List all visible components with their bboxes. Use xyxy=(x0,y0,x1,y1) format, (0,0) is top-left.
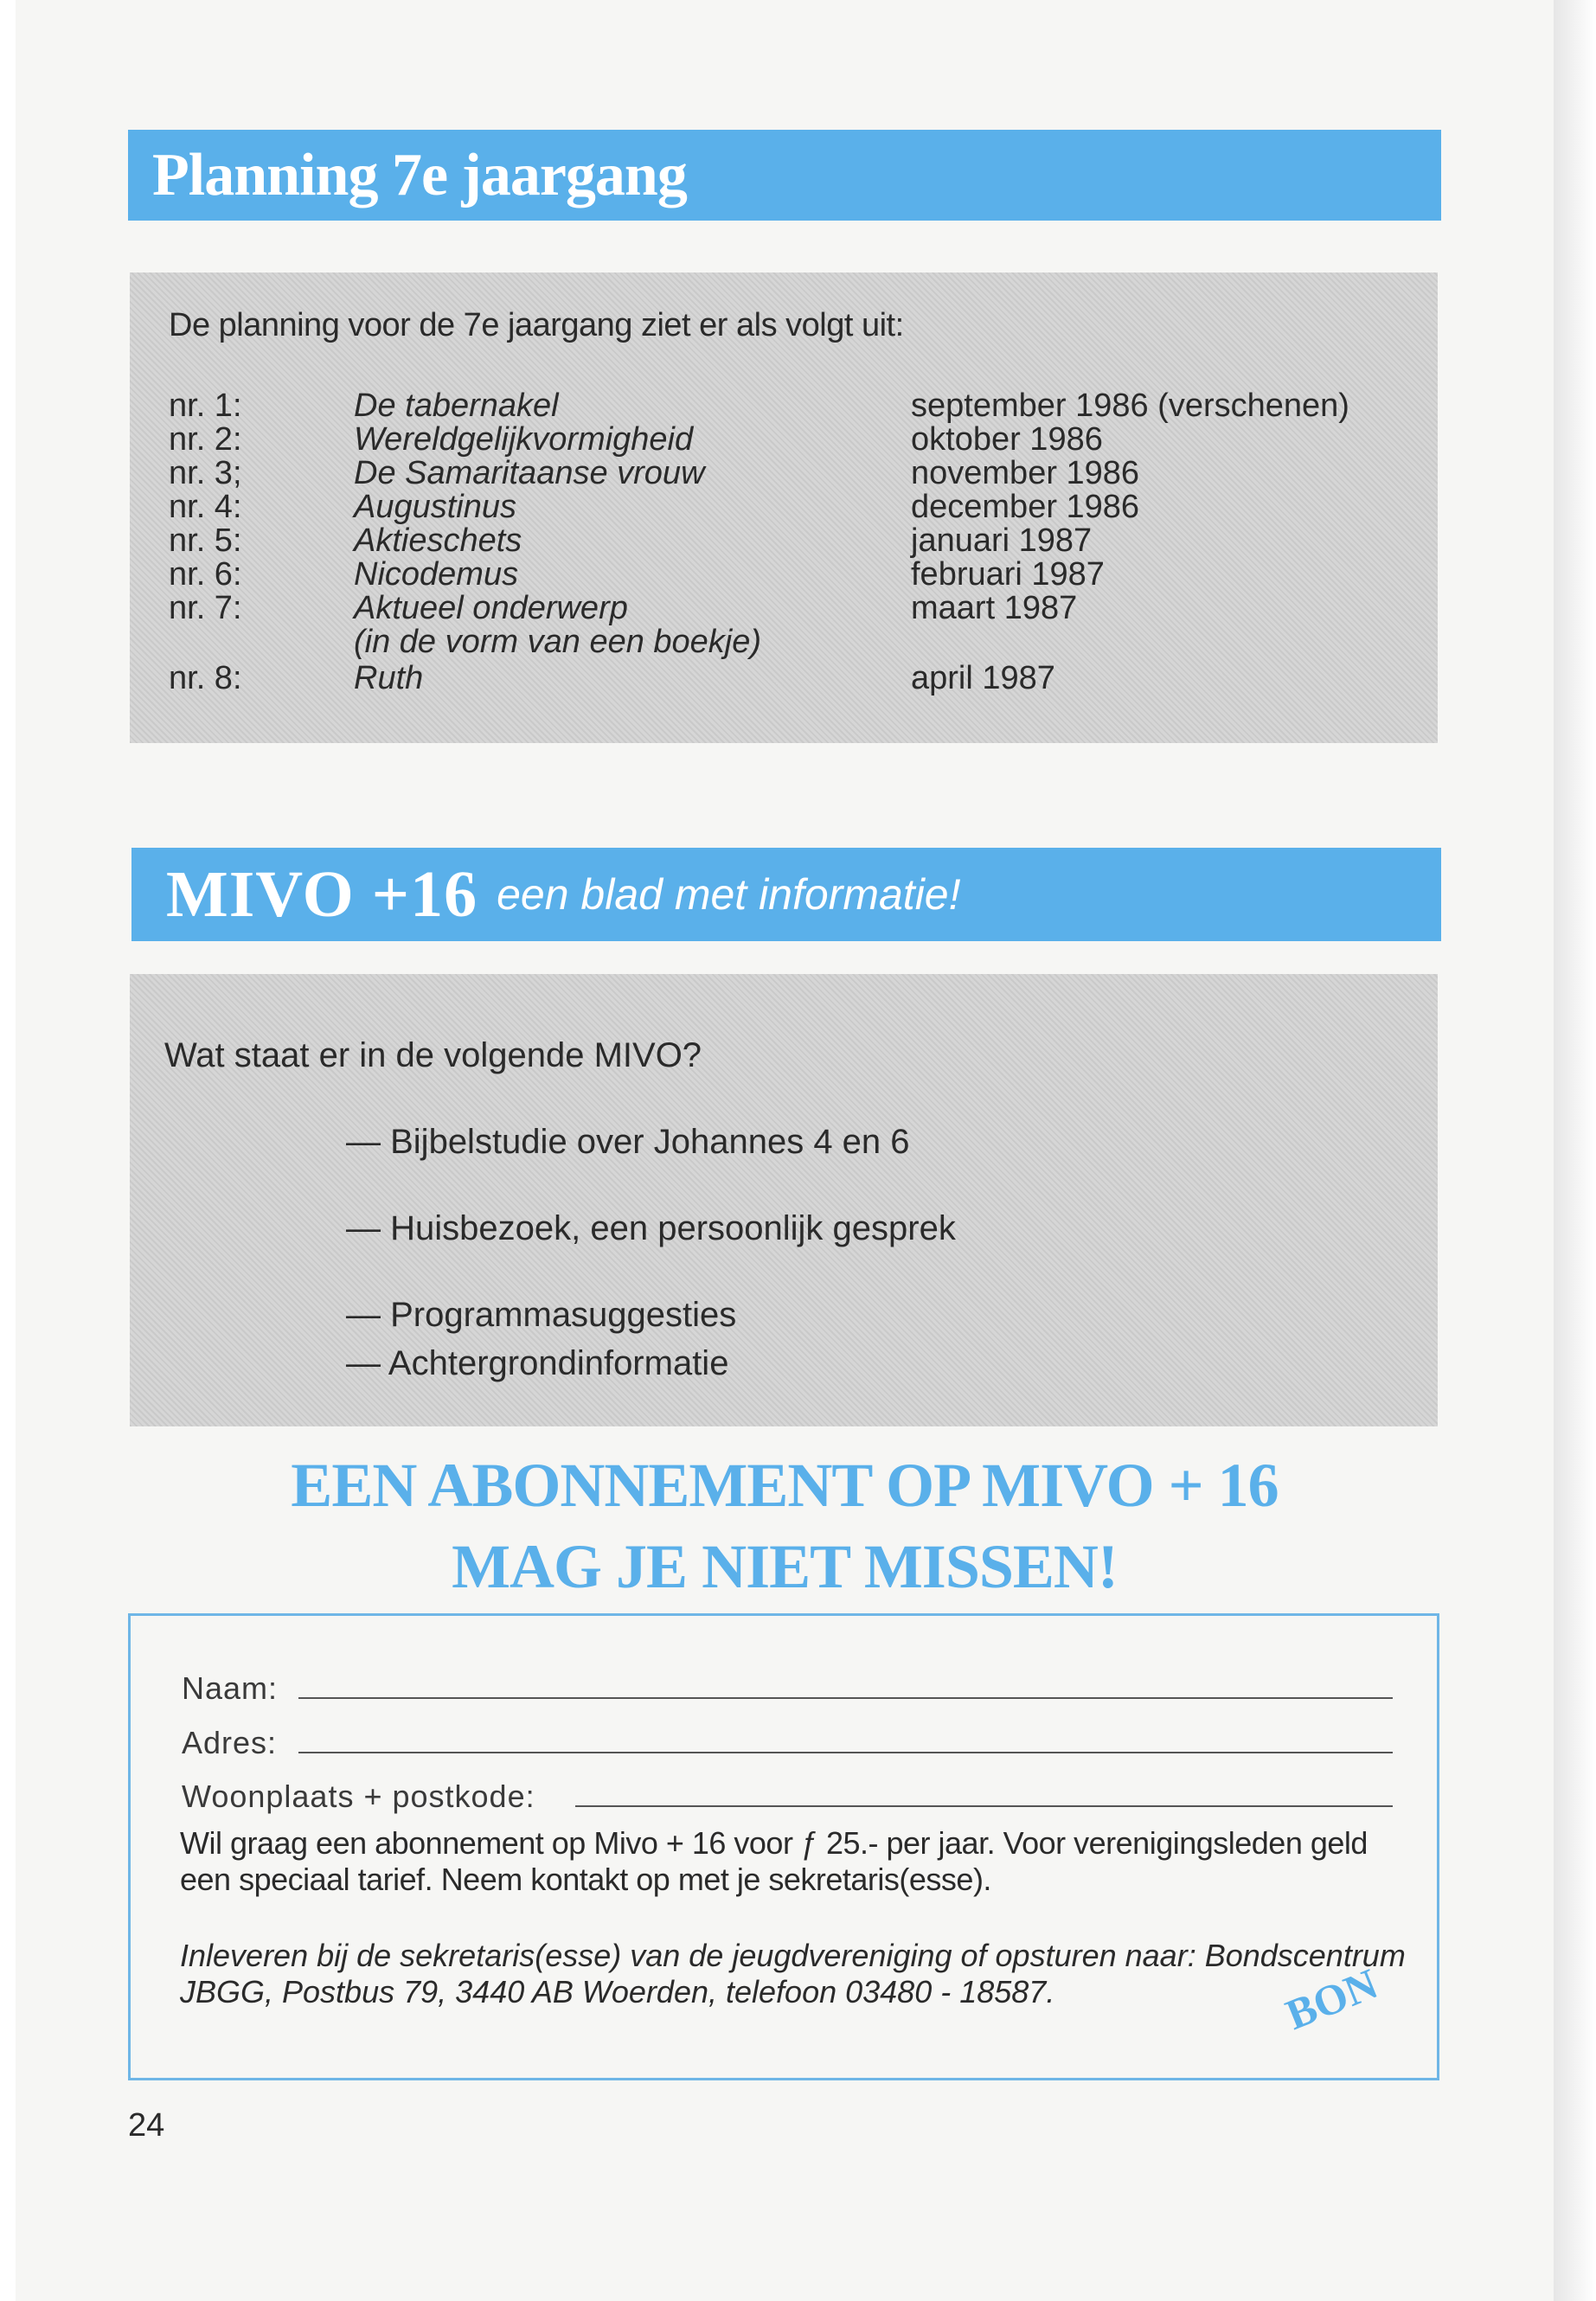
issue-date: februari 1987 xyxy=(911,556,1105,593)
subscription-note: Wil graag een abonnement op Mivo + 16 voor ƒ 25.- per jaar. Voor verenigingsleden geld een speciaal tarief. Neem kontakt op met je sekretaris(esse). xyxy=(180,1825,1368,1897)
issue-number: nr. 1: xyxy=(169,388,242,424)
headline-line2: MAG JE NIET MISSEN! xyxy=(452,1532,1118,1601)
list-item: — Achtergrondinformatie xyxy=(346,1344,729,1382)
name-field[interactable] xyxy=(298,1697,1393,1699)
issue-number: nr. 4: xyxy=(169,489,242,525)
address-label: Adres: xyxy=(182,1725,278,1760)
issue-date: december 1986 xyxy=(911,489,1140,525)
issue-number: nr. 6: xyxy=(169,556,242,593)
submission-instructions: Inleveren bij de sekretaris(esse) van de jeugdvereniging of opsturen naar: Bondscentrum JBGG, Postbus 79, 3440 AB Woerden, telefoon 03480 - 18587. xyxy=(180,1938,1406,2009)
planning-intro: De planning voor de 7e jaargang ziet er als volgt uit: xyxy=(169,307,904,343)
name-label: Naam: xyxy=(182,1670,279,1706)
issue-title: De Samaritaanse vrouw xyxy=(354,455,705,491)
issue-title: Wereldgelijkvormigheid xyxy=(354,421,694,458)
issue-title: Ruth xyxy=(354,660,424,696)
headline-line1: EEN ABONNEMENT OP MIVO + 16 xyxy=(291,1451,1279,1520)
page-number: 24 xyxy=(128,2107,165,2144)
issue-subtitle: (in de vorm van een boekje) xyxy=(354,624,762,660)
issue-title: Aktueel onderwerp xyxy=(354,590,628,626)
issue-title: Augustinus xyxy=(354,489,517,525)
issue-date: september 1986 (verschenen) xyxy=(911,388,1349,424)
issue-date: november 1986 xyxy=(911,455,1140,491)
mivo-intro: Wat staat er in de volgende MIVO? xyxy=(164,1036,702,1074)
issue-date: januari 1987 xyxy=(911,522,1093,559)
issue-number: nr. 7: xyxy=(169,590,242,626)
mivo-subtitle: een blad met informatie! xyxy=(497,870,961,919)
bon-stamp: BON xyxy=(1279,1958,1385,2040)
city-postcode-label: Woonplaats + postkode: xyxy=(182,1779,535,1814)
planning-title: Planning 7e jaargang xyxy=(152,141,687,208)
issue-number: nr. 2: xyxy=(169,421,242,458)
issue-date: april 1987 xyxy=(911,660,1055,696)
issue-title: Nicodemus xyxy=(354,556,519,593)
issue-date: oktober 1986 xyxy=(911,421,1103,458)
list-item: — Huisbezoek, een persoonlijk gesprek xyxy=(346,1209,956,1247)
issue-date: maart 1987 xyxy=(911,590,1078,626)
mivo-banner xyxy=(131,848,1441,941)
issue-number: nr. 5: xyxy=(169,522,242,559)
issue-title: Aktieschets xyxy=(354,522,522,559)
issue-number: nr. 8: xyxy=(169,660,242,696)
list-item: — Programmasuggesties xyxy=(346,1296,737,1334)
city-postcode-field[interactable] xyxy=(575,1805,1393,1807)
issue-title: De tabernakel xyxy=(354,388,559,424)
issue-number: nr. 3; xyxy=(169,455,242,491)
planning-banner xyxy=(128,130,1441,221)
page-edge xyxy=(1554,0,1596,2301)
list-item: — Bijbelstudie over Johannes 4 en 6 xyxy=(346,1123,910,1161)
address-field[interactable] xyxy=(298,1752,1393,1753)
mivo-title: MIVO +16 xyxy=(166,857,478,931)
